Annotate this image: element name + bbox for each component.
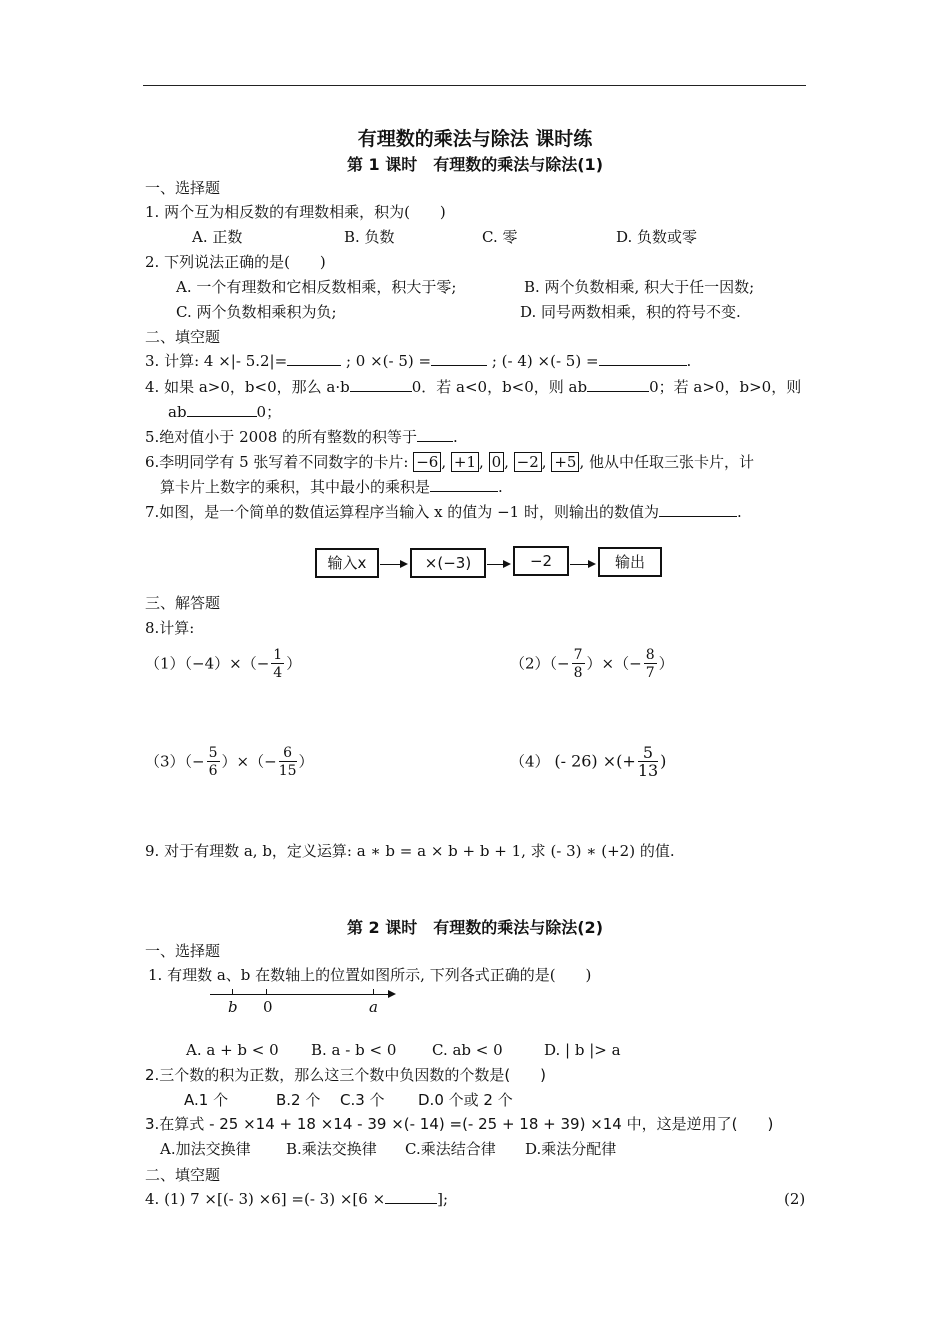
question-6-cont [160,477,503,497]
q6-text-b: , 他从中任取三张卡片，计 [579,453,755,471]
flow-multiply-box: ×(−3) [410,548,486,578]
tick-zero [266,989,267,995]
q3-expr-3: ; (- 4) ×(- 5) = [491,352,599,370]
section-heading: 一、选择题 [145,179,221,197]
option-a: A. 正数 [192,228,243,246]
number-card: +5 [551,452,579,472]
q8-part-3 [145,745,314,780]
axis-label-zero: 0 [263,998,273,1016]
section-heading: 二、填空题 [145,328,221,346]
q8-1-expr: （1）（−4）×（− [145,654,270,673]
tick-a [373,989,374,995]
number-line [210,994,394,995]
answer-blank[interactable] [417,427,453,442]
number-card: −2 [514,452,542,472]
option-c: C.3 个 [340,1091,385,1109]
option-c: C. ab < 0 [432,1041,503,1059]
fraction [638,745,658,780]
denominator: 4 [273,665,283,681]
q3-expr-1: 4 ×|- 5.2|= [203,352,288,370]
section-heading: 二、填空题 [145,1166,221,1184]
option-b: B.乘法交换律 [286,1140,377,1158]
q7-text: 7.如图，是一个简单的数值运算程序当输入 x 的值为 −1 时，则输出的数值为 [145,503,659,521]
q6-text-c: 算卡片上数字的乘积，其中最小的乘积是 [160,478,431,496]
numerator: 5 [208,745,218,761]
option-a: A.1 个 [184,1091,229,1109]
flow-arrow [570,564,594,565]
question-2: 2. 下列说法正确的是( ) [145,253,326,271]
q3-expr-2: ; 0 ×(- 5) = [345,352,432,370]
q8-3-expr: （3）（− [145,752,205,771]
question-3 [145,351,691,371]
number-card: −6 [413,452,441,472]
close-paren: ） [658,654,674,673]
option-d: D.乘法分配律 [525,1140,617,1158]
question-6: 6.李明同学有 5 张写着不同数字的卡片: −6 , +1 , 0 , −2 , +5 , 他从中任取三张卡片，计 [145,453,755,471]
question-1: 1. 有理数 a、b 在数轴上的位置如图所示, 下列各式正确的是( ) [148,966,592,984]
denominator: 7 [645,665,655,681]
q6-text: 6.李明同学有 5 张写着不同数字的卡片: [145,453,409,471]
option-c: C.乘法结合律 [405,1140,496,1158]
q5-text: 5.绝对值小于 2008 的所有整数的积等于 [145,428,418,446]
answer-blank[interactable] [385,1189,437,1204]
section-heading: 三、解答题 [145,594,221,612]
close-paren: ） [298,752,314,771]
q4-end: ]; [437,1190,449,1208]
q8-part-2 [510,647,674,682]
q4-part-b: 0．若 a<0，b<0，则 ab [411,378,588,396]
answer-blank[interactable] [187,402,257,417]
q4-part-a: 4. 如果 a>0，b<0，那么 a·b [145,378,350,396]
answer-blank[interactable] [350,377,412,392]
close-paren: ) [660,751,667,771]
option-d: D. 负数或零 [616,228,698,246]
question-7 [145,502,742,522]
fraction [572,647,585,682]
q4-part-e: 0； [256,403,282,421]
fraction [644,647,657,682]
question-1: 1. 两个互为相反数的有理数相乘，积为( ) [145,203,446,221]
option-d: D.0 个或 2 个 [418,1091,513,1109]
numerator: 5 [638,745,658,762]
numerator: 7 [573,647,583,663]
q4-expr: 4. (1) 7 ×[(- 3) ×6] =(- 3) ×[6 × [145,1190,386,1208]
answer-blank[interactable] [287,351,341,366]
axis-label-b: b [228,998,238,1016]
option-c: C. 两个负数相乘积为负; [176,303,337,321]
question-4-part-2: (2) [784,1190,806,1208]
option-d: D. | b |> a [544,1041,621,1059]
numerator: 8 [645,647,655,663]
number-card: +1 [451,452,479,472]
option-a: A.加法交换律 [160,1140,251,1158]
fraction [271,647,284,682]
question-8: 8.计算: [145,619,195,637]
q8-2-expr: （2）（− [510,654,570,673]
question-4 [145,377,801,397]
q3-end: . [686,352,692,370]
close-paren: ） [286,654,302,673]
numerator: 1 [273,647,283,663]
question-5 [145,427,458,447]
axis-label-a: a [369,998,378,1016]
denominator: 15 [278,763,297,779]
q8-4-label: （4） [510,752,550,771]
option-b: B. a - b < 0 [311,1041,397,1059]
header-rule [143,85,806,86]
answer-blank[interactable] [659,502,737,517]
option-b: B.2 个 [276,1091,321,1109]
fraction [207,745,220,780]
flow-arrow [380,564,406,565]
lesson1-title: 第 1 课时 有理数的乘法与除法(1) [346,155,604,174]
numerator: 6 [279,745,297,762]
q4-part-d: ab [168,403,187,421]
option-b: B. 两个负数相乘, 积大于任一因数; [524,278,755,296]
q6-end: . [498,478,503,496]
flow-input-box: 输入x [315,548,379,578]
answer-blank[interactable] [587,377,649,392]
option-b: B. 负数 [344,228,395,246]
option-a: A. 一个有理数和它相反数相乘，积大于零; [176,278,457,296]
flow-output-box: 输出 [598,547,662,577]
answer-blank[interactable] [431,351,487,366]
q8-4-expr: (- 26) ×(+ [554,751,636,771]
flow-subtract-box: −2 [513,546,569,576]
q8-part-4 [510,745,666,780]
flow-arrow [487,564,509,565]
option-c: C. 零 [482,228,518,246]
denominator: 13 [637,761,659,780]
fraction [279,745,297,780]
lesson2-title: 第 2 课时 有理数的乘法与除法(2) [346,918,604,937]
section-heading: 一、选择题 [145,942,221,960]
number-card: 0 [489,452,505,472]
q5-end: . [453,428,458,446]
q4-part-c: 0；若 a>0，b>0，则 [649,378,802,396]
question-3: 3.在算式 - 25 ×14 + 18 ×14 - 39 ×(- 14) =(- 25 + 18 + 39) ×14 中，这是逆用了( ) [145,1115,774,1133]
q8-2-mid: ）×（− [586,654,642,673]
answer-blank[interactable] [430,477,498,492]
tick-b [232,989,233,995]
option-d: D. 同号两数相乘，积的符号不变. [520,303,741,321]
answer-blank[interactable] [599,351,687,366]
question-4-cont [168,402,281,422]
q3-label: 3. 计算: [145,352,200,370]
question-4 [145,1189,448,1209]
q8-part-1 [145,647,301,682]
question-9: 9. 对于有理数 a, b，定义运算: a ∗ b = a × b + b + 1, 求 (- 3) ∗ (+2) 的值. [145,842,675,860]
q7-end: . [736,503,742,521]
doc-title: 有理数的乘法与除法 课时练 [357,128,593,150]
option-a: A. a + b < 0 [186,1041,279,1059]
denominator: 6 [208,763,218,779]
q8-3-mid: ）×（− [221,752,277,771]
question-2: 2.三个数的积为正数，那么这三个数中负因数的个数是( ) [145,1066,547,1084]
denominator: 8 [573,665,583,681]
